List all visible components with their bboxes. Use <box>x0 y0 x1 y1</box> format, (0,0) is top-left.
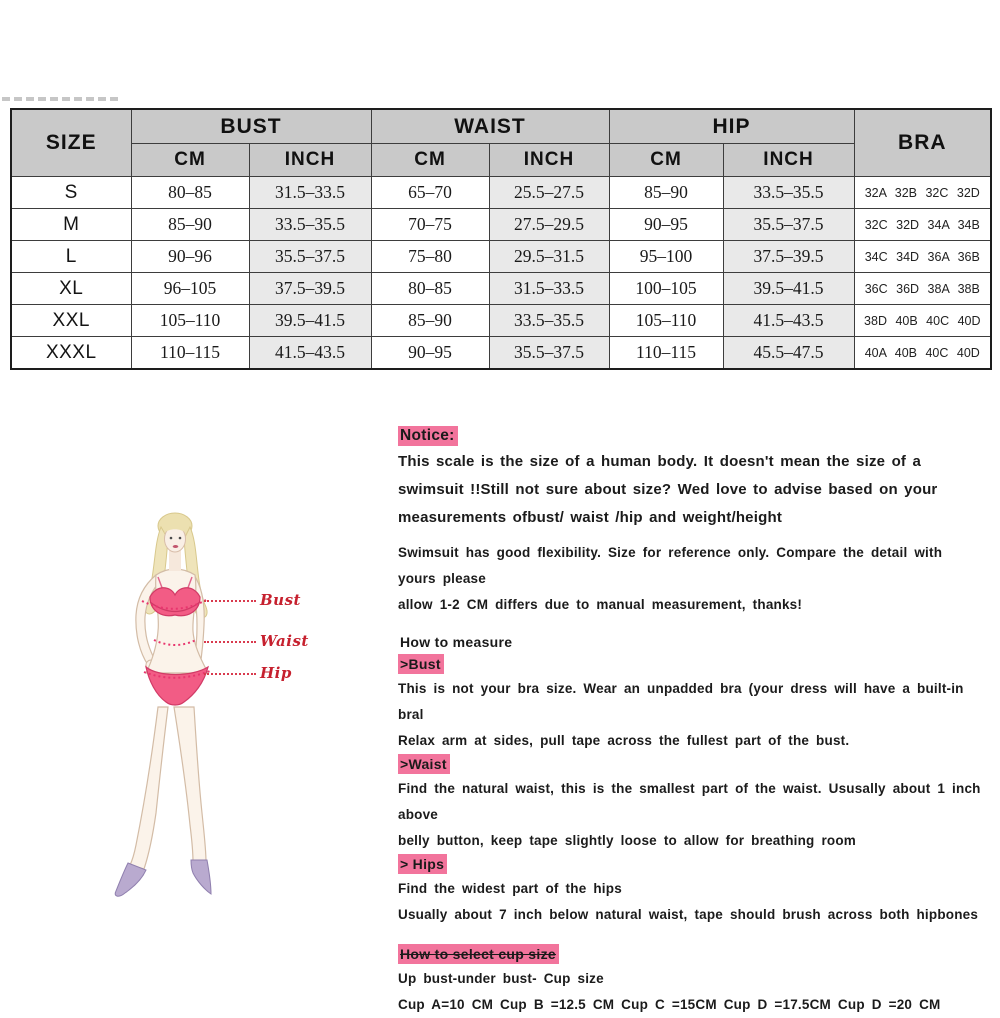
header-waist-cm: CM <box>371 144 489 177</box>
table-row <box>11 241 991 273</box>
note-paragraph <box>398 776 986 854</box>
note-paragraph <box>398 448 986 532</box>
cell-hip-inch: 45.5–47.5 <box>723 337 854 370</box>
cell-hip-inch: 41.5–43.5 <box>723 305 854 337</box>
cell-bust-inch: 37.5–39.5 <box>249 273 371 305</box>
cell-waist-inch: 27.5–29.5 <box>489 209 609 241</box>
header-hip: HIP <box>609 109 854 144</box>
cell-bust-cm: 90–96 <box>131 241 249 273</box>
note-line: allow 1-2 CM differs due to manual measurement, thanks! <box>398 597 803 612</box>
cell-hip-cm: 85–90 <box>609 177 723 209</box>
figure-shoes <box>115 860 211 896</box>
note-paragraph <box>398 676 986 754</box>
cell-bust-cm: 85–90 <box>131 209 249 241</box>
note-heading-text: > Hips <box>398 854 447 874</box>
cell-hip-cm: 95–100 <box>609 241 723 273</box>
cell-hip-cm: 90–95 <box>609 209 723 241</box>
size-table-header <box>11 109 991 177</box>
note-line: measurements ofbust/ waist /hip and weight/height <box>398 509 783 526</box>
cell-waist-inch: 29.5–31.5 <box>489 241 609 273</box>
header-hip-inch: INCH <box>723 144 854 177</box>
header-bust: BUST <box>131 109 371 144</box>
cell-bust-cm: 105–110 <box>131 305 249 337</box>
note-line: This scale is the size of a human body. It doesn't mean the size of a <box>398 453 922 470</box>
note-heading <box>398 654 986 674</box>
cell-waist-cm: 75–80 <box>371 241 489 273</box>
cell-size: L <box>11 241 131 273</box>
note-line: This is not your bra size. Wear an unpadded bra (your dress will have a built-in bral <box>398 681 964 722</box>
cell-hip-cm: 110–115 <box>609 337 723 370</box>
section-spacer <box>398 532 986 540</box>
cell-hip-cm: 100–105 <box>609 273 723 305</box>
table-row <box>11 209 991 241</box>
section-spacer <box>398 618 986 632</box>
decorative-dashed-line <box>2 97 118 101</box>
note-heading-text: How to select cup size <box>398 944 559 964</box>
cell-hip-cm: 105–110 <box>609 305 723 337</box>
cell-hip-inch: 37.5–39.5 <box>723 241 854 273</box>
cell-size: XXXL <box>11 337 131 370</box>
leader-line-bust <box>204 600 256 602</box>
note-line: Swimsuit has good flexibility. Size for reference only. Compare the detail with yours please <box>398 545 943 586</box>
cell-bust-cm: 110–115 <box>131 337 249 370</box>
woman-sketch-illustration <box>100 505 350 905</box>
header-hip-cm: CM <box>609 144 723 177</box>
cell-hip-inch: 33.5–35.5 <box>723 177 854 209</box>
note-line: Relax arm at sides, pull tape across the fullest part of the bust. <box>398 733 850 748</box>
cell-size: S <box>11 177 131 209</box>
note-heading <box>398 754 986 774</box>
note-heading-text: >Bust <box>398 654 444 674</box>
measurement-figure <box>100 505 350 905</box>
cell-bust-inch: 39.5–41.5 <box>249 305 371 337</box>
note-heading <box>398 426 986 446</box>
cell-bust-inch: 35.5–37.5 <box>249 241 371 273</box>
size-table-body <box>11 177 991 370</box>
header-bra: BRA <box>854 109 991 177</box>
note-line: Find the widest part of the hips <box>398 881 622 896</box>
cell-waist-cm: 70–75 <box>371 209 489 241</box>
leader-line-hip <box>204 673 256 675</box>
cell-bust-cm: 80–85 <box>131 177 249 209</box>
cell-size: M <box>11 209 131 241</box>
figure-label-bust: Bust <box>260 591 301 609</box>
cell-size: XL <box>11 273 131 305</box>
figure-label-waist: Waist <box>260 632 309 650</box>
note-heading <box>398 632 986 652</box>
header-size: SIZE <box>11 109 131 177</box>
cell-hip-inch: 35.5–37.5 <box>723 209 854 241</box>
note-line: belly button, keep tape slightly loose to allow for breathing room <box>398 833 856 848</box>
figure-label-hip: Hip <box>260 664 292 682</box>
cell-hip-inch: 39.5–41.5 <box>723 273 854 305</box>
section-spacer <box>398 928 986 944</box>
note-paragraph <box>398 540 986 618</box>
cell-bra: 36C 36D 38A 38B <box>854 273 991 305</box>
note-line: Find the natural waist, this is the smallest part of the waist. Ususally about 1 inch above <box>398 781 981 822</box>
note-line: Usually about 7 inch below natural waist, tape should brush across both hipbones <box>398 907 979 922</box>
cell-waist-inch: 31.5–33.5 <box>489 273 609 305</box>
cell-bra: 32A 32B 32C 32D <box>854 177 991 209</box>
cell-size: XXL <box>11 305 131 337</box>
note-heading <box>398 854 986 874</box>
cell-bust-inch: 41.5–43.5 <box>249 337 371 370</box>
header-waist: WAIST <box>371 109 609 144</box>
cell-waist-cm: 65–70 <box>371 177 489 209</box>
note-line: Cup A=10 CM Cup B =12.5 CM Cup C =15CM Cup D =17.5CM Cup D =20 CM <box>398 997 941 1012</box>
note-line: swimsuit !!Still not sure about size? Wed love to advise based on your <box>398 481 938 498</box>
figure-head <box>164 525 186 552</box>
note-heading-text: Notice: <box>398 426 458 446</box>
table-row <box>11 305 991 337</box>
cell-bust-inch: 33.5–35.5 <box>249 209 371 241</box>
size-table <box>10 108 992 370</box>
table-row <box>11 177 991 209</box>
header-waist-inch: INCH <box>489 144 609 177</box>
notes-column <box>398 426 986 1018</box>
note-heading-text: >Waist <box>398 754 450 774</box>
note-line: Up bust-under bust- Cup size <box>398 971 604 986</box>
cell-bust-cm: 96–105 <box>131 273 249 305</box>
header-bust-inch: INCH <box>249 144 371 177</box>
cell-waist-cm: 85–90 <box>371 305 489 337</box>
table-row <box>11 273 991 305</box>
note-heading-text: How to measure <box>400 634 513 650</box>
note-paragraph <box>398 966 986 1018</box>
cell-waist-inch: 33.5–35.5 <box>489 305 609 337</box>
cell-bust-inch: 31.5–33.5 <box>249 177 371 209</box>
cell-bra: 40A 40B 40C 40D <box>854 337 991 370</box>
cell-waist-inch: 25.5–27.5 <box>489 177 609 209</box>
cell-bra: 38D 40B 40C 40D <box>854 305 991 337</box>
cell-bra: 32C 32D 34A 34B <box>854 209 991 241</box>
cell-waist-cm: 80–85 <box>371 273 489 305</box>
figure-legs <box>130 707 206 869</box>
table-row <box>11 337 991 370</box>
cell-bra: 34C 34D 36A 36B <box>854 241 991 273</box>
note-paragraph <box>398 876 986 928</box>
cell-waist-inch: 35.5–37.5 <box>489 337 609 370</box>
header-bust-cm: CM <box>131 144 249 177</box>
leader-line-waist <box>204 641 256 643</box>
cell-waist-cm: 90–95 <box>371 337 489 370</box>
note-heading <box>398 944 986 964</box>
